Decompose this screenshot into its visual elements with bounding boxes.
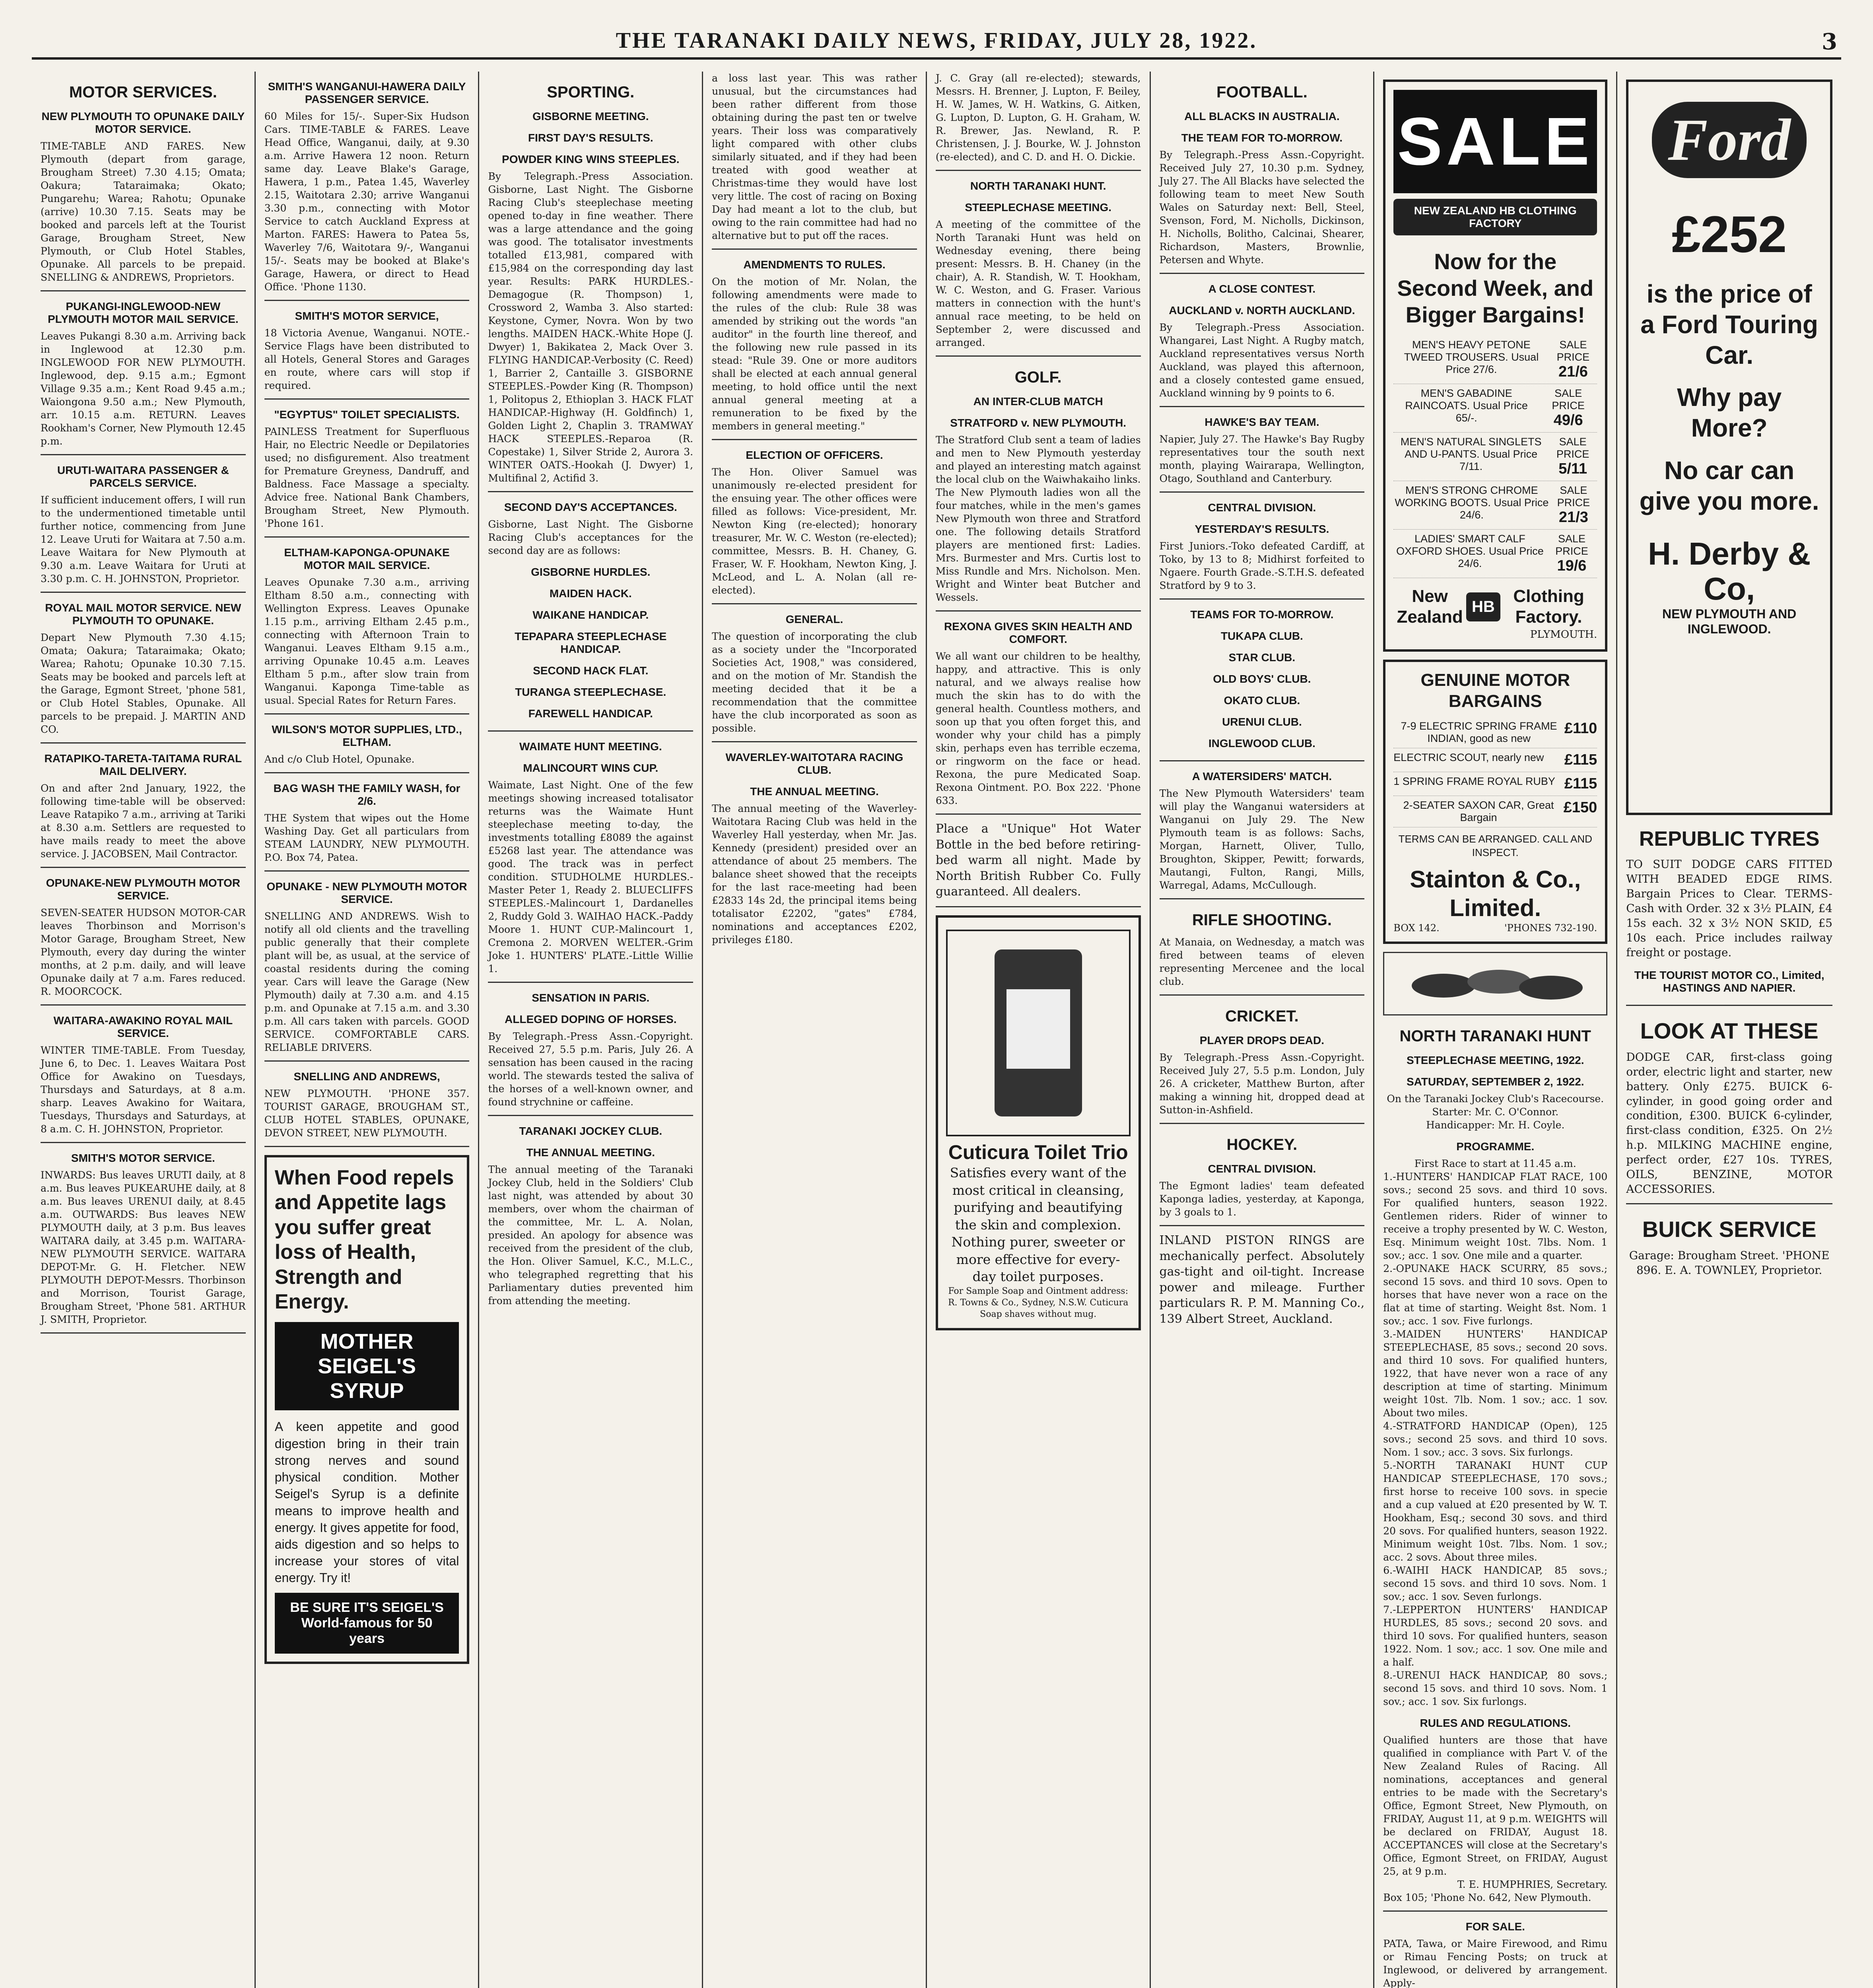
column-racing-clubs [703, 72, 927, 1988]
ford-price: £252 [1672, 205, 1787, 263]
hunt-sub: STEEPLECHASE MEETING. [965, 201, 1112, 214]
sale-item [1393, 336, 1597, 384]
soap-tin-icon [979, 942, 1098, 1124]
club-heading: URENUI CLUB. [1222, 716, 1302, 728]
sale-item-price: 5/11 [1558, 460, 1587, 477]
motor-service-text: Depart New Plymouth 7.30 4.15; Omata; Oakura; Tataraimaka; Okato; Warea; Rahotu; Opunake 10.30 7.15. Seats may be booked and parcels left at the Garage, Egmont Street, 'phone 581, or Club Hotel Stables, Opunake. All parcels to be prepaid. J. MARTIN AND CO. [41, 632, 246, 735]
cuticura-image [946, 930, 1131, 1136]
rifle-heading: RIFLE SHOOTING. [1192, 911, 1332, 929]
classified-ad-text: Leaves Opunake 7.30 a.m., arriving Eltham 8.50 a.m., connecting with Wellington Express. Leaves Opunake 1.15 p.m., arriving Eltham 2.45 p.m., connecting with Afternoon Train to Wanganui. Leaves Eltham 9.15 a.m., arriving Opunake 10.45 a.m. Leaves Eltham 5 p.m., after slow train from Wanganui. Kaponga Time-table as usual. Special Rates for Return Fares. [264, 577, 470, 706]
acceptance-section-title: GISBORNE HURDLES. [531, 566, 651, 578]
motor-service-text: Leaves Pukangi 8.30 a.m. Arriving back in Inglewood at 12.30 p.m. INGLEWOOD FOR NEW PLYMOUTH. Inglewood, dep. 9.15 a.m.; Egmont Village 9.35 a.m.; Kent Road 9.45 a.m.; Waiongona 9.50 a.m.; New Plymouth, arr. 10.15 a.m. RETURN. Leaves Rookham's Corner, New Plymouth 12.45 p.m. [41, 330, 246, 447]
column-motor-ads [1617, 72, 1841, 1988]
ford-line: No car can give you more. [1639, 456, 1819, 515]
club-heading: TUKAPA CLUB. [1220, 630, 1303, 642]
sale-item-name: MEN'S STRONG CHROME WORKING BOOTS. Usual Price 24/6. [1395, 484, 1549, 521]
watersiders-text: The New Plymouth Watersiders' team will play the Wanganui watersiders at Wanganui on July 29. The New Plymouth team is as follows: Sachs, Morgan, Harnett, Oliver, Tullo, Broughton, Skipper, Pewitt; forwards, Mautangi, Fulton, Rangi, Mills, Warregal, Adams, McCullough. [1160, 787, 1365, 899]
waverley-heading: WAVERLEY-WAITOTARA RACING CLUB. [725, 751, 903, 776]
motor-item [1393, 796, 1597, 827]
race-entry: 1.-HUNTERS' HANDICAP FLAT RACE, 100 sovs.; second 25 sovs. and third 10 sovs. For qualified hunters, season 1922. Gentlemen riders. Rider of winner to receive a trophy presented by W. C. Weston, Esq. Minimum weight 10st. 7lbs. Nom. 1 sov.; acc. 1 sov. One mile and a quarter. [1383, 1171, 1608, 1261]
motor-services-list [41, 110, 246, 1334]
acceptance-section-title: TURANGA STEEPLECHASE. [515, 686, 666, 698]
classified-ad [264, 546, 470, 714]
column-hunt-golf [927, 72, 1151, 1988]
motor-service-section [41, 1014, 246, 1143]
classified-ad-text: PAINLESS Treatment for Superfluous Hair, no Electric Needle or Depilatories used; no disfigurement. Also treatment for Premature Greyness, Dandruff, and Baldness. Face Massage a specialty. Advice free. National Bank Chambers, Brougham Street, New Plymouth. 'Phone 161. [264, 426, 470, 529]
seigel-ad [264, 1155, 470, 1664]
motor-service-text: WINTER TIME-TABLE. From Tuesday, June 6, to Dec. 1. Leaves Waitara Post Office for Awakino on Tuesdays, Thursdays and Saturdays, at 8 a.m. sharp. Leaves Awakino for Waitara, Tuesdays, Thursdays and Saturdays, at 8 a.m. C. H. JOHNSTON, Proprietor. [41, 1044, 246, 1135]
tyres-text: TO SUIT DODGE CARS FITTED WITH BEADED EDGE RIMS. Bargain Prices to Clear. TERMS-Cash with Order. 32 x 3½ PLAIN, £4 15s each. 32 x 3½ NON SKID, £5 10s each. Price includes railway freight or postage. [1626, 858, 1832, 959]
hunt-venue: On the Taranaki Jockey Club's Racecourse. [1387, 1093, 1604, 1105]
sale-item-price: 21/6 [1558, 363, 1588, 380]
sale-footer-left: New Zealand [1397, 586, 1463, 627]
race-entry: 6.-WAIHI HACK HANDICAP, 85 sovs.; second 15 sovs. and third 10 sovs. Nom. 1 sov.; acc. 1 sov. Seven furlongs. [1383, 1564, 1608, 1602]
race-entry: 4.-STRATFORD HANDICAP (Open), 125 sovs.; second 25 sovs. and third 10 sovs. Nom. 1 sov.; acc. 3 sovs. Six furlongs. [1383, 1420, 1608, 1458]
results-heading: YESTERDAY'S RESULTS. [1195, 523, 1329, 535]
column-football [1151, 72, 1375, 1988]
golf-text: The Stratford Club sent a team of ladies and men to New Plymouth yesterday and played an interesting match against the local club on the Waiwhakaiho links. The New Plymouth ladies won all the four matches, while in the men's games New Plymouth won three and Stratford one. The following details Stratford players are mentioned first: Ladies. Mrs. Burmester and Mrs. Curtis lost to Miss Rundle and Mrs. Nicholson. Men. Wright and Winter beat Butcher and Wessels. [936, 433, 1141, 612]
classified-ad [264, 310, 470, 400]
sale-headline: Now for the Second Week, and Bigger Bargains! [1397, 249, 1594, 328]
classified-ad-title: SMITH'S MOTOR SERVICE, [295, 310, 439, 322]
all-blacks-text: By Telegraph.-Press Assn.-Copyright. Received July 27, 10.30 p.m. Sydney, July 27. The All Blacks have selected the following team to meet New South Wales on Saturday next: Bell, Steel, Svenson, Ford, M. Nicholls, Dickinson, H. Nicholls, Bolitho, Calcinai, Shearer, Richardson, Masters, Brownlie, Petersen and Whyte. [1160, 148, 1365, 274]
sale-item-price: 49/6 [1553, 412, 1583, 429]
gisborne-text: By Telegraph.-Press Association. Gisborne, Last Night. The Gisborne Racing Club's steeplechase meeting opened to-day in fine weather. There was a large attendance and the going was good. The totalisator investments totalled £13,981, compared with £15,984 on the corresponding day last year. Results: PARK HURDLES.-Demagogue (R. Thompson) 1, Crossword 2, Wamba 3. Also started: Keystone, Cymer, Novra. Won by two lengths. MAIDEN HACK.-White Hope (J. Dwyer) 1, Bakikatea 2, Mack Over 3. FLYING HANDICAP.-Verbosity (C. Reed) 1, Barrier 2, Cantaille 3. GISBORNE STEEPLES.-Powder King (R. Thompson) 1, Politopus 2, Ethioplan 3. HACK FLAT HANDICAP.-Highway (H. Goldfinch) 1, Golden Light 2, Chaplin 3. TRAMWAY HACK STEEPLES.-Reparoa (R. Copestake) 1, Silver Stride 2, Aurora 3. WINTER OATS.-Hookah (J. Dwyer) 1, Multifinal 2, Actifid 3. [488, 170, 693, 492]
auckland-heading: AUCKLAND v. NORTH AUCKLAND. [1169, 304, 1355, 316]
jockey-meeting-heading: THE ANNUAL MEETING. [526, 1146, 655, 1159]
motor-service-title: RATAPIKO-TARETA-TAITAMA RURAL MAIL DELIVERY. [44, 752, 242, 777]
motor-service-title: ROYAL MAIL MOTOR SERVICE. NEW PLYMOUTH TO OPUNAKE. [45, 602, 241, 627]
motor-item-price: £110 [1564, 720, 1597, 737]
cuticura-ad [936, 915, 1141, 1330]
motor-service-title: NEW PLYMOUTH TO OPUNAKE DAILY MOTOR SERVICE. [41, 110, 245, 135]
classified-ad-title: SNELLING AND ANDREWS, [293, 1070, 440, 1083]
golf-sub: AN INTER-CLUB MATCH [973, 395, 1103, 408]
page-number: 3 [1822, 29, 1837, 55]
column-sporting [479, 72, 703, 1988]
malincourt-heading: MALINCOURT WINS CUP. [523, 762, 659, 774]
classified-ad-title: ELTHAM-KAPONGA-OPUNAKE MOTOR MAIL SERVICE. [284, 546, 450, 571]
classified-ad-title: WILSON'S MOTOR SUPPLIES, LTD., ELTHAM. [272, 723, 462, 748]
motor-services-heading: MOTOR SERVICES. [69, 83, 217, 101]
acceptance-section-title: MAIDEN HACK. [549, 587, 632, 600]
hunt-secretary: T. E. HUMPHRIES, Secretary. [1457, 1878, 1608, 1890]
stainton-phone: 'PHONES 732-190. [1504, 922, 1597, 934]
rifle-text: At Manaia, on Wednesday, a match was fired between teams of eleven representing Mercenee and the local club. [1160, 936, 1365, 996]
motor-service-title: PUKANGI-INGLEWOOD-NEW PLYMOUTH MOTOR MAIL SERVICE. [48, 300, 239, 325]
rules-heading: RULES AND REGULATIONS. [1420, 1716, 1571, 1729]
hunt-address: Box 105; 'Phone No. 642, New Plymouth. [1383, 1891, 1607, 1912]
team-tomorrow-heading: THE TEAM FOR TO-MORROW. [1181, 132, 1343, 144]
ford-dealer: H. Derby & Co, [1648, 536, 1811, 606]
sale-item-price-group [1547, 533, 1597, 575]
classified-ad-text: NEW PLYMOUTH. 'PHONE 357. TOURIST GARAGE, BROUGHAM ST., CLUB HOTEL STABLES, OPUNAKE, DEVON STREET, NEW PLYMOUTH. [264, 1088, 470, 1139]
motor-bargains-title: GENUINE MOTOR BARGAINS [1420, 670, 1570, 711]
gisborne-heading: GISBORNE MEETING. [532, 110, 649, 122]
sale-item [1393, 481, 1597, 530]
club-heading: OKATO CLUB. [1224, 694, 1300, 707]
classified-ad-text: THE System that wipes out the Home Washing Day. Get all particulars from STEAM LAUNDRY, NEW PLYMOUTH. P.O. Box 74, Patea. [264, 812, 470, 863]
motor-service-section [41, 1152, 246, 1334]
hunt-heading: NORTH TARANAKI HUNT. [970, 180, 1106, 192]
sale-price-label: SALE PRICE [1557, 484, 1590, 509]
seigel-logo: MOTHER SEIGEL'S SYRUP [275, 1322, 459, 1410]
hunt-starter: Starter: Mr. C. O'Connor. [1432, 1106, 1559, 1118]
ford-line: Why pay More? [1677, 383, 1782, 443]
acceptance-sections [488, 566, 693, 732]
motor-service-text: If sufficient inducement offers, I will run to the undermentioned timetable until further notice, commencing from June 12. Leave Uruti for Waitara at 7.50 a.m. Leave Waitara for New Plymouth at 9.30 a.m. Leave Waitara for Uruti at 3.30 p.m. C. H. JOHNSTON, Proprietor. [41, 494, 246, 584]
classified-ad [264, 80, 470, 301]
seigel-text: A keen appetite and good digestion bring in their train strong nerves and sound physical condition. Mother Seigel's Syrup is a definite means to improve health and energy. It gives appetite for food, aids digestion and so helps to increase your stores of vital energy. Try it! [274, 1419, 459, 1585]
classified-ad-title: OPUNAKE - NEW PLYMOUTH MOTOR SERVICE. [266, 880, 467, 905]
motor-service-text: INWARDS: Bus leaves URUTI daily, at 8 a.m. Bus leaves PUKEARUHE daily, at 8 a.m. Bus leaves URENUI daily, at 8.45 a.m. OUTWARDS: Bus leaves NEW PLYMOUTH daily, at 3 p.m. Bus leaves WAITARA daily, at 3.45 p.m. WAITARA-NEW PLYMOUTH SERVICE. WAITARA DEPOT-Mr. G. H. Fletcher. NEW PLYMOUTH DEPOT-Messrs. Thorbinson and Morrison, Tourist Garage, Brougham Street, 'Phone 581. ARTHUR J. SMITH, Proprietor. [41, 1169, 246, 1325]
motor-item-price: £115 [1564, 775, 1597, 792]
waimate-heading: WAIMATE HUNT MEETING. [519, 740, 662, 753]
ford-logo: Ford [1652, 102, 1806, 178]
motor-item [1393, 772, 1597, 796]
hockey-heading: HOCKEY. [1226, 1136, 1298, 1153]
rules-text: Qualified hunters are those that have qualified in compliance with Part V. of the New Zealand Rules of Racing. All nominations, acceptances and general entries to be made with the Secretary's Office, Egmont Street, New Plymouth, on FRIDAY, August 11, at 9 p.m. WEIGHTS will be declared on FRIDAY, August 18. ACCEPTANCES will close at the Secretary's Office, Egmont Street, on FRIDAY, August 25, at 9 p.m. [1383, 1734, 1608, 1877]
motor-bargains-ad [1383, 660, 1607, 944]
general-heading: GENERAL. [785, 613, 843, 625]
hot-water-bottle-ad: Place a "Unique" Hot Water Bottle in the bed before retiring-bed warm all night. Made by North British Rubber Co. Fully guaranteed. All dealers. [936, 821, 1141, 907]
jockey-text: The annual meeting of the Taranaki Jockey Club, held in the Soldiers' Club last night, was attended by about 30 members, over whom the chairman of the committee, Mr. L. A. Nolan, presided. An apology for absence was received from the president of the club, the Hon. Oliver Samuel, K.C., M.L.C., who telegraphed regretting that his Parliamentary duties prevented him from attending the meeting. [488, 1164, 694, 1307]
sale-item-price-group [1549, 436, 1597, 478]
look-at-these-ad [1626, 1018, 1832, 1205]
golf-heading: GOLF. [1014, 369, 1062, 386]
cricket-text: By Telegraph.-Press Assn.-Copyright. Received July 27, 5.5 p.m. London, July 26. A cricketer, Matthew Burton, after making a winning hit, dropped dead at Sutton-in-Ashfield. [1160, 1051, 1365, 1124]
motor-service-text: TIME-TABLE AND FARES. New Plymouth (depart from garage, Brougham Street) 7.30 4.15; Omata; Oakura; Tataraimaka; Okato; Pungarehu; Warea; Rahotu; Opunake (arrive) 10.30 7.15. Seats may be booked and parcels left at the Tourist Garage, Brougham Street, New Plymouth, or Club Hotel Stables, Opunake. All parcels to be prepaid. SNELLING & ANDREWS, Proprietors. [41, 140, 246, 283]
sale-item-name: MEN'S NATURAL SINGLETS AND U-PANTS. Usual Price 7/11. [1400, 435, 1542, 472]
amendments-heading: AMENDMENTS TO RULES. [743, 258, 886, 271]
waimate-text: Waimate, Last Night. One of the few meetings showing increased totalisator returns was the Waimate Hunt steeplechase meeting to-day, the investments totalling £8089 the against £5268 last year. The attendance was good. The track was in perfect condition. STUDHOLME HURDLES.-Master Peter 1, Ready 2. BLUECLIFFS STEEPLES.-Malincourt 1, Dardanelles 2, Ruddy Gold 3. WAIHAO HACK.-Paddy Moore 1. HUNT CUP.-Malincourt 1, Cremona 2. MORVEN WELTER.-Grim Joke 1. HUNTERS' PLATE.-Little Willie 1. [488, 779, 693, 983]
hunt-programme-sub: STEEPLECHASE MEETING, 1922. [1406, 1054, 1584, 1066]
column-motor-services [32, 72, 256, 1988]
classified-ad-title: BAG WASH THE FAMILY WASH, for 2/6. [273, 782, 460, 807]
hunt-programme [1383, 1027, 1607, 1912]
motor-service-section [41, 877, 246, 1006]
tyres-heading: REPUBLIC TYRES [1639, 827, 1820, 850]
ford-line: is the price of a Ford Touring Car. [1640, 280, 1819, 369]
motor-service-section [41, 752, 246, 868]
hunt-programme-date: SATURDAY, SEPTEMBER 2, 1922. [1406, 1075, 1584, 1088]
motor-service-section [41, 300, 246, 455]
watersiders-heading: A WATERSIDERS' MATCH. [1192, 770, 1332, 782]
sale-item-name: MEN'S GABADINE RAINCOATS. Usual Price 65/-. [1405, 387, 1528, 424]
motor-item-price: £115 [1564, 751, 1597, 769]
column-sale-ads [1374, 72, 1617, 1988]
jockey-club-heading: TARANAKI JOCKEY CLUB. [519, 1125, 663, 1137]
rexona-text: We all want our children to be healthy, happy, and attractive. This is only natural, and we always realise how much the skin has to do with the general health. Countless mothers, and soon up that you often forget this, and wonder why your child has a pimply skin, perhaps even has terrible eczema, or ringworm on the face or head. Rexona, the pure Medicated Soap. Rexona Ointment. P.O. Box 222. 'Phone 633. [936, 650, 1141, 815]
sale-item-price-group [1549, 339, 1597, 381]
classified-ad [264, 408, 470, 538]
sale-price-label: SALE PRICE [1556, 435, 1589, 460]
sale-items [1393, 336, 1597, 578]
cuticura-text: Satisfies every want of the most critical in cleansing, purifying and beautifying the skin and complexion. Nothing purer, sweeter or more effective for every-day toilet purposes. [950, 1165, 1127, 1285]
classified-ad-title: "EGYPTUS" TOILET SPECIALISTS. [274, 408, 460, 421]
ford-dealer-sub: NEW PLYMOUTH AND INGLEWOOD. [1662, 606, 1797, 636]
motor-item-name: 1 SPRING FRAME ROYAL RUBY [1393, 775, 1555, 788]
motor-service-title: WAITARA-AWAKINO ROYAL MAIL SERVICE. [53, 1014, 233, 1039]
sale-ad [1383, 80, 1607, 652]
amendments-text: On the motion of Mr. Nolan, the following amendments were made to the rules of the club: Rule 38 was amended by striking out the words "an auditor" in the fourth line thereof, and the following new rule passed in its stead: "Rule 39. One or more auditors shall be elected at each annual general meeting, to hold office until the next annual general meeting at a remuneration to be fixed by the members in general meeting." [712, 275, 917, 440]
sale-item [1393, 384, 1597, 433]
motor-service-section [41, 464, 246, 593]
hunt-handicapper: Handicapper: Mr. H. Coyle. [1426, 1119, 1565, 1131]
look-heading: LOOK AT THESE [1640, 1018, 1819, 1043]
sale-footer-right: Clothing Factory. [1513, 586, 1584, 627]
columns [32, 72, 1841, 1988]
hockey-sub: CENTRAL DIVISION. [1208, 1163, 1316, 1175]
motor-terms: TERMS CAN BE ARRANGED. CALL AND INSPECT. [1398, 833, 1592, 859]
masthead-title: THE TARANAKI DAILY NEWS, FRIDAY, JULY 28, 1922. [616, 28, 1257, 53]
doping-heading: ALLEGED DOPING OF HORSES. [505, 1013, 677, 1025]
masthead [32, 24, 1841, 60]
ford-lines [1636, 279, 1822, 516]
ads-list [264, 80, 470, 1147]
sale-footer [1393, 586, 1597, 628]
hockey-text: The Egmont ladies' team defeated Kaponga ladies, yesterday, at Kaponga, by 3 goals to 1. [1160, 1179, 1365, 1226]
acceptance-section-title: SECOND HACK FLAT. [533, 664, 649, 677]
club-heading: OLD BOYS' CLUB. [1213, 673, 1311, 685]
buick-service-ad [1626, 1216, 1832, 1278]
tyres-firm: THE TOURIST MOTOR CO., Limited, HASTINGS AND NAPIER. [1634, 969, 1824, 994]
look-text: DODGE CAR, first-class going order, electric light and starter, new battery. Only £275. BUICK 6-cylinder, in good going order and condition, £300. BUICK 6-cylinder, first-class condition, £325. On 2½ h.p. MILKING MACHINE engine, perfect order, £27 10s. TYRES, OILS, BENZINE, MOTOR ACCESSORIES. [1626, 1050, 1832, 1196]
central-division-heading: CENTRAL DIVISION. [1208, 501, 1316, 514]
classified-ad-text: SNELLING AND ANDREWS. Wish to notify all old clients and the travelling public generally that their complete plant will be, as usual, at the service of coastal residents during the coming year. Cars will leave the Garage (New Plymouth) daily at 7.30 a.m. and 4.15 p.m. and Opunake at 7.15 a.m. and 3.30 p.m. All cars taken with parcels. GOOD SERVICE. COMFORTABLE CARS. RELIABLE DRIVERS. [264, 911, 470, 1053]
motor-item [1393, 748, 1597, 772]
hunt-programme-title: NORTH TARANAKI HUNT [1399, 1027, 1591, 1045]
ford-ad [1626, 80, 1832, 815]
stainton-box: BOX 142. [1393, 922, 1440, 934]
buick-heading: BUICK SERVICE [1642, 1217, 1817, 1242]
hb-logo-icon: HB [1466, 592, 1500, 621]
close-contest-heading: A CLOSE CONTEST. [1208, 283, 1316, 295]
firewood-ad [1383, 1920, 1607, 1988]
hawkes-bay-heading: HAWKE'S BAY TEAM. [1205, 416, 1319, 428]
acceptance-section-title: FAREWELL HANDICAP. [528, 707, 653, 720]
sale-item-name: MEN'S HEAVY PETONE TWEED TROUSERS. Usual Price 27/6. [1404, 338, 1539, 375]
race-entry: 5.-NORTH TARANAKI HUNT CUP HANDICAP STEEPLECHASE, 170 sovs.; first horse to receive 100 sovs. in specie and a cup valued at £20 presented by W. T. Hookham, Esq.; second 30 sovs. and third 20 sovs. For qualified hunters, season 1922. Minimum weight 10st. 7lbs. Nom. 1 sov.; acc. 2 sovs. About three miles. [1383, 1459, 1608, 1563]
acceptances-text: Gisborne, Last Night. The Gisborne Racing Club's acceptances for the second day are as follows: [488, 518, 694, 556]
waverley-sub: THE ANNUAL MEETING. [750, 785, 879, 798]
motor-service-section [41, 110, 246, 291]
classified-ad [264, 1070, 470, 1147]
acceptances-heading: SECOND DAY'S ACCEPTANCES. [504, 501, 677, 513]
hb-brand-logo: NEW ZEALAND HB CLOTHING FACTORY [1393, 199, 1597, 235]
sale-price-label: SALE PRICE [1552, 387, 1585, 412]
motor-service-title: OPUNAKE-NEW PLYMOUTH MOTOR SERVICE. [46, 877, 241, 902]
race-entry: 3.-MAIDEN HUNTERS' HANDICAP STEEPLECHASE, 85 sovs.; second 20 sovs. and third 10 sovs. For qualified hunters, 1922, that have never won a race of any description at time of starting. Minimum weight 10st. 7lb. Nom. 1 sov.; acc. 1 sov. About two miles. [1383, 1328, 1608, 1419]
motor-service-section [41, 602, 246, 744]
stainton-contact [1393, 922, 1597, 934]
classified-ad [264, 880, 470, 1062]
sensation-heading: SENSATION IN PARIS. [532, 992, 650, 1004]
sale-item-price-group [1550, 484, 1597, 526]
for-sale-heading: FOR SALE. [1465, 1920, 1525, 1933]
club-heading: STAR CLUB. [1228, 651, 1296, 664]
motor-service-text: On and after 2nd January, 1922, the following time-table will be observed: Leave Ratapiko 7 a.m., arriving at Tariki at 8.30 a.m. Settlers are requested to have mails ready to meet the above service. J. JACOBSEN, Mail Contractor. [41, 782, 246, 860]
race-entry: 8.-URENUI HACK HANDICAP, 80 sovs.; second 15 sovs. and third 10 sovs. Nom. 1 sov.; acc. 1 sov. Six furlongs. [1383, 1669, 1608, 1707]
classified-ad [264, 723, 470, 773]
cricket-heading: CRICKET. [1225, 1008, 1299, 1025]
golf-sub2: STRATFORD v. NEW PLYMOUTH. [950, 417, 1127, 429]
sale-footer-city: PLYMOUTH. [1530, 629, 1597, 641]
classified-ad [264, 782, 470, 872]
horse-race-illustration [1383, 952, 1607, 1015]
general-text: The question of incorporating the club as a society under the "Incorporated Societies Act, 1908," was considered, and on the motion of Mr. Standish the meeting decided that it be a recommendation that the committee have the club incorporated as soon as possible. [712, 630, 917, 742]
piston-rings-ad: INLAND PISTON RINGS are mechanically perfect. Absolutely gas-tight and oil-tight. Increase power and mileage. Further particulars R. P. M. Manning Co., 139 Albert Street, Auckland. [1159, 1233, 1365, 1326]
race-entry: 7.-LEPPERTON HUNTERS' HANDICAP HURDLES, 85 sovs.; second 20 sovs. and third 10 sovs. For qualified hunters, season 1922. Nom. 1 sov.; acc. 1 sov. One mile and a half. [1383, 1604, 1608, 1668]
motor-item-name: ELECTRIC SCOUT, nearly new [1393, 751, 1544, 764]
classified-ad-text: 18 Victoria Avenue, Wanganui. NOTE.-Service Flags have been distributed to all Hotels, General Stores and Garages en route, where cars will stop if required. [264, 327, 470, 391]
race-list [1383, 1170, 1607, 1708]
acceptance-section-title: WAIKANE HANDICAP. [532, 609, 649, 621]
sale-price-label: SALE PRICE [1556, 338, 1590, 363]
republic-tyres-ad [1626, 827, 1832, 1006]
teams-heading: TEAMS FOR TO-MORROW. [1190, 608, 1334, 621]
acceptance-section-title: TEPAPARA STEEPLECHASE HANDICAP. [515, 630, 667, 655]
for-sale-text: PATA, Tawa, or Maire Firewood, and Rimu or Rimau Fencing Posts; on truck at Inglewood, or delivered by arrangement. Apply- [1383, 1938, 1608, 1988]
motor-service-text: SEVEN-SEATER HUDSON MOTOR-CAR leaves Thorbinson and Morrison's Motor Garage, Brougham Street, New Plymouth, every day during the winter months, at 2 p.m. daily, and will leave Opunake daily at 7 a.m. Fares reduced. R. MOORCOCK. [41, 907, 246, 997]
waverley-text: The annual meeting of the Waverley-Waitotara Racing Club was held in the Waverley Hall yesterday, when Mr. Jas. Kennedy (president) presided over an attendance of about 25 members. The balance sheet showed that the receipts for the last race-meeting had been £2833 14s 2d, the principal items being totalisator £2202, "gates" £784, nominations and acceptances £202, privileges £180. [712, 803, 917, 945]
sale-item [1393, 530, 1597, 578]
buick-text: Garage: Brougham Street. 'PHONE 896. E. A. TOWNLEY, Proprietor. [1629, 1249, 1830, 1277]
motor-item-name: 2-SEATER SAXON CAR, Great Bargain [1403, 799, 1554, 824]
results-text: First Juniors.-Toko defeated Cardiff, at Toko, by 13 to 8; Midhirst forfeited to Ngaere. Fourth Grade.-S.T.H.S. defeated Stratford by 9 to 3. [1160, 540, 1365, 600]
football-heading: FOOTBALL. [1216, 83, 1308, 101]
motor-item [1393, 717, 1597, 748]
first-day-heading: FIRST DAY'S RESULTS. [528, 132, 653, 144]
seigel-footer: BE SURE IT'S SEIGEL'S World-famous for 50 years [275, 1593, 459, 1654]
sale-item [1393, 433, 1597, 481]
hunt-text: A meeting of the committee of the North Taranaki Hunt was held on Wednesday evening, there being present: Messrs. B. H. Chaney (in the chair), A. R. Standish, W. T. Hookham, W. C. Weston, and G. Fraser. Various matters in connection with the hunt's annual race meeting, to be held on September 2, were discussed and arranged. [936, 218, 1141, 357]
all-blacks-heading: ALL BLACKS IN AUSTRALIA. [1184, 110, 1340, 122]
motor-item-name: 7-9 ELECTRIC SPRING FRAME INDIAN, good as new [1401, 720, 1557, 745]
race-entry: 2.-OPUNAKE HACK SCURRY, 85 sovs.; second 15 sovs. and third 10 sovs. Open to horses that have never won a race on the flat at time of starting. Weight 8st. Nom. 1 sov.; acc. 1 sov. Five furlongs. [1383, 1262, 1608, 1327]
classified-ad-text: 60 Miles for 15/-. Super-Six Hudson Cars. TIME-TABLE & FARES. Leave Head Office, Wanganui, daily, at 9.30 a.m. Arrive Hawera 12 noon. Return same day. Leave Blake's Garage, Hawera, 1 p.m., Patea 1.45, Waverley 2.15, Waitotara 2.30; arrive Wanganui 3.30 p.m., connecting with Motor Service to catch Auckland Express at Marton. FARES: Hawera to Patea 5s, Waverley 7/6, Waitotara 9/-, Wanganui 15/-. Seats may be booked at Blake's Garage, Hawera, or direct to Head Office. 'Phone 1130. [264, 111, 470, 293]
motor-items [1393, 717, 1597, 827]
rexona-heading: REXONA GIVES SKIN HEALTH AND COMFORT. [944, 620, 1133, 645]
sale-price-label: SALE PRICE [1555, 532, 1588, 557]
racehorses-icon [1396, 958, 1595, 1010]
racing-text-1: a loss last year. This was rather unusual, but the circumstances had been rather different from those obtaining during the past ten or twelve years. Their loss was comparatively light compared with other clubs similarly situated, and if they had been treated with good weather at Christmas-time they would have lost very little. The cost of racing on Boxing Day had meant a lot to the club, but owing to the rain committee had had no alternative but to put off the races. [712, 72, 917, 250]
hunt-first-race: First Race to start at 11.45 a.m. [1414, 1157, 1576, 1169]
auckland-text: By Telegraph.-Press Association. Whangarei, Last Night. A Rugby match, Auckland representatives versus North Auckland, was played this afternoon, and a closely contested game ensued, Auckland winning by 9 points to 6. [1160, 321, 1365, 407]
club-heading: INGLEWOOD CLUB. [1208, 737, 1315, 749]
sale-item-price: 21/3 [1558, 509, 1588, 526]
club-list [1160, 630, 1365, 761]
powder-king-heading: POWDER KING WINS STEEPLES. [502, 153, 680, 165]
seigel-headline: When Food repels and Appetite lags you suffer great loss of Health, Strength and Energy. [274, 1166, 454, 1313]
motor-item-price: £150 [1563, 799, 1597, 816]
sensation-text: By Telegraph.-Press Assn.-Copyright. Received 27, 5.5 p.m. Paris, July 26. A sensation has been caused in the racing world. The stewards tested the saliva of the horses of a well-known owner, and found strychnine or caffeine. [488, 1030, 693, 1116]
stewards-text: J. C. Gray (all re-elected); stewards, Messrs. H. Brenner, J. Lupton, F. Beiley, H. W. James, W. H. Watkins, G. Aitken, G. Lupton, D. Lupton, G. H. Graham, W. R. Brewer, Jas. Newland, R. P. Christensen, J. J. Bourke, W. J. Johnston (re-elected), and C. D. and H. O. Dickie. [936, 72, 1141, 171]
cuticura-footer: For Sample Soap and Ointment address: R. Towns & Co., Sydney, N.S.W. Cuticura Soap shaves without mug. [948, 1286, 1129, 1319]
motor-service-title: SMITH'S MOTOR SERVICE. [71, 1152, 215, 1164]
hawkes-bay-text: Napier, July 27. The Hawke's Bay Rugby representatives tour the south next month, playing Wairarapa, Wellington, Otago, Southland and Canterbury. [1160, 433, 1365, 493]
column-ads [256, 72, 480, 1988]
hunt-programme-label: PROGRAMME. [1456, 1140, 1535, 1153]
classified-ad-text: And c/o Club Hotel, Opunake. [264, 753, 415, 765]
sale-banner: SALE [1393, 90, 1597, 193]
cricket-sub: PLAYER DROPS DEAD. [1199, 1034, 1325, 1046]
sale-item-price-group [1539, 387, 1597, 429]
sale-item-name: LADIES' SMART CALF OXFORD SHOES. Usual Price 24/6. [1396, 532, 1544, 569]
elections-heading: ELECTION OF OFFICERS. [746, 449, 883, 461]
classified-ad-title: SMITH'S WANGANUI-HAWERA DAILY PASSENGER SERVICE. [268, 80, 466, 105]
sale-item-price: 19/6 [1557, 557, 1587, 574]
cuticura-title: Cuticura Toilet Trio [948, 1141, 1128, 1163]
stainton-firm: Stainton & Co., Limited. [1410, 866, 1581, 921]
sporting-heading: SPORTING. [547, 83, 635, 101]
elections-text: The Hon. Oliver Samuel was unanimously re-elected president for the ensuing year. The other offices were filled as follows: Vice-president, Mr. Newton King (re-elected); honorary treasurer, Mr. W. C. Weston (re-elected); committee, Messrs. B. H. Chaney, G. Fraser, W. F. Hookham, Newton King, J. McLeod, and L. A. Nolan (all re-elected). [712, 466, 917, 604]
motor-service-title: URUTI-WAITARA PASSENGER & PARCELS SERVICE. [57, 464, 229, 489]
